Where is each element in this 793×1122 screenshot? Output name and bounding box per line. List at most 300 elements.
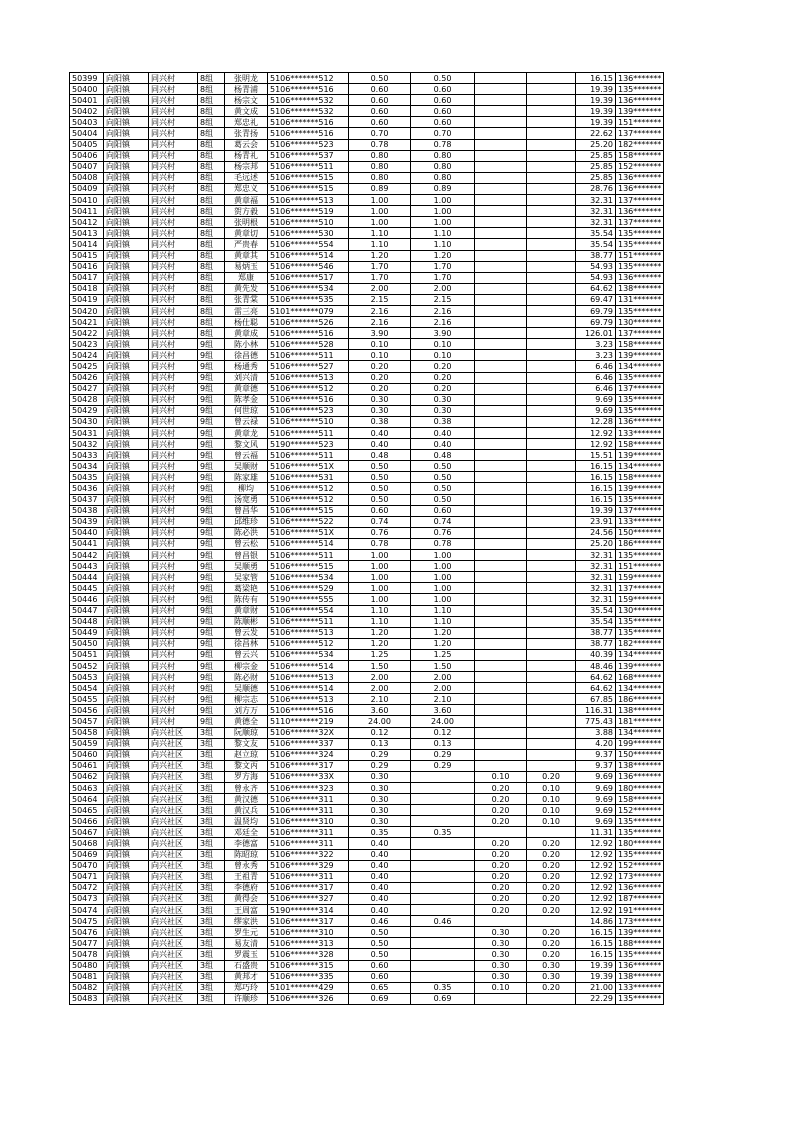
table-cell: 0.50 <box>411 472 475 483</box>
table-cell <box>411 771 475 782</box>
table-cell: 向阳镇 <box>104 683 149 694</box>
table-cell <box>527 350 576 361</box>
table-cell: 0.74 <box>411 516 475 527</box>
table-cell: 48.46 <box>576 660 616 671</box>
table-cell: 向兴社区 <box>149 982 198 993</box>
table-cell: 向阳镇 <box>104 73 149 84</box>
table-cell: 许顺珍 <box>225 993 268 1004</box>
table-row <box>70 161 664 172</box>
table-cell: 1.50 <box>349 660 411 671</box>
table-cell: 3组 <box>198 882 225 893</box>
table-cell: 郑忠礼 <box>225 117 268 128</box>
table-cell: 0.20 <box>527 949 576 960</box>
table-cell: 8组 <box>198 172 225 183</box>
table-cell: 0.78 <box>411 139 475 150</box>
table-cell: 50481 <box>70 971 104 982</box>
table-cell: 50422 <box>70 328 104 339</box>
table-cell: 同兴村 <box>149 317 198 328</box>
table-row <box>70 317 664 328</box>
table-cell: 135******* <box>616 228 664 239</box>
table-cell: 38.77 <box>576 627 616 638</box>
table-cell: 张青扬 <box>225 128 268 139</box>
table-row <box>70 206 664 217</box>
table-cell: 0.80 <box>349 172 411 183</box>
table-cell <box>527 461 576 472</box>
table-cell: 向阳镇 <box>104 84 149 95</box>
table-cell: 阮顺琼 <box>225 727 268 738</box>
table-cell: 67.85 <box>576 694 616 705</box>
table-cell <box>527 527 576 538</box>
table-cell: 0.46 <box>349 916 411 927</box>
table-cell: 5106*******513 <box>268 372 349 383</box>
table-cell <box>475 206 527 217</box>
table-cell: 0.20 <box>527 838 576 849</box>
table-cell: 杨青礼 <box>225 150 268 161</box>
table-cell: 同兴村 <box>149 383 198 394</box>
table-cell: 黄章其 <box>225 250 268 261</box>
table-cell: 50480 <box>70 960 104 971</box>
table-cell: 187******* <box>616 893 664 904</box>
table-row <box>70 172 664 183</box>
table-cell: 50410 <box>70 195 104 206</box>
table-cell: 向阳镇 <box>104 461 149 472</box>
table-cell: 9组 <box>198 638 225 649</box>
table-cell: 16.15 <box>576 461 616 472</box>
table-cell: 50444 <box>70 572 104 583</box>
table-cell: 191******* <box>616 905 664 916</box>
table-cell: 182******* <box>616 139 664 150</box>
table-cell: 徐昌林 <box>225 638 268 649</box>
table-cell: 0.13 <box>411 738 475 749</box>
table-cell <box>475 660 527 671</box>
table-cell: 9组 <box>198 550 225 561</box>
table-cell: 8组 <box>198 239 225 250</box>
table-cell: 5106*******537 <box>268 150 349 161</box>
table-row <box>70 339 664 350</box>
table-cell: 5106*******511 <box>268 161 349 172</box>
table-cell: 同兴村 <box>149 172 198 183</box>
table-cell: 1.70 <box>411 261 475 272</box>
table-cell: 向兴社区 <box>149 993 198 1004</box>
table-cell: 50408 <box>70 172 104 183</box>
table-cell: 50434 <box>70 461 104 472</box>
table-cell: 向阳镇 <box>104 494 149 505</box>
table-cell: 向阳镇 <box>104 893 149 904</box>
table-cell: 0.20 <box>349 372 411 383</box>
table-cell: 0.35 <box>411 982 475 993</box>
table-cell: 50418 <box>70 283 104 294</box>
table-cell: 9组 <box>198 516 225 527</box>
table-cell: 8组 <box>198 84 225 95</box>
table-cell: 向阳镇 <box>104 538 149 549</box>
table-cell: 杨宗文 <box>225 95 268 106</box>
table-cell: 137******* <box>616 195 664 206</box>
table-cell: 5106*******527 <box>268 361 349 372</box>
table-cell: 150******* <box>616 749 664 760</box>
table-cell: 0.30 <box>527 971 576 982</box>
table-cell <box>527 683 576 694</box>
table-cell <box>475 172 527 183</box>
table-cell: 136******* <box>616 73 664 84</box>
table-cell: 5106*******515 <box>268 172 349 183</box>
table-row <box>70 871 664 882</box>
table-cell: 50465 <box>70 805 104 816</box>
table-cell <box>411 971 475 982</box>
table-cell: 0.50 <box>411 461 475 472</box>
table-cell: 向阳镇 <box>104 283 149 294</box>
table-cell: 向阳镇 <box>104 816 149 827</box>
table-cell: 1.10 <box>411 605 475 616</box>
table-cell: 158******* <box>616 794 664 805</box>
table-cell: 158******* <box>616 339 664 350</box>
table-cell: 12.92 <box>576 849 616 860</box>
table-cell: 0.20 <box>475 838 527 849</box>
table-cell: 54.93 <box>576 261 616 272</box>
table-cell: 50462 <box>70 771 104 782</box>
table-cell <box>411 794 475 805</box>
table-cell: 曾永秀 <box>225 860 268 871</box>
table-row <box>70 649 664 660</box>
table-cell: 186******* <box>616 538 664 549</box>
table-cell: 50464 <box>70 794 104 805</box>
table-cell: 50421 <box>70 317 104 328</box>
table-cell: 向阳镇 <box>104 616 149 627</box>
table-cell: 139******* <box>616 927 664 938</box>
table-cell: 5106*******313 <box>268 938 349 949</box>
table-cell <box>475 294 527 305</box>
table-cell <box>411 927 475 938</box>
table-cell: 0.48 <box>411 450 475 461</box>
table-cell: 12.92 <box>576 838 616 849</box>
table-cell: 137******* <box>616 505 664 516</box>
table-cell: 陈昭琼 <box>225 849 268 860</box>
table-cell: 50450 <box>70 638 104 649</box>
table-cell: 5106*******512 <box>268 383 349 394</box>
table-cell: 50455 <box>70 694 104 705</box>
table-cell: 138******* <box>616 971 664 982</box>
table-cell: 1.20 <box>411 638 475 649</box>
table-cell: 0.30 <box>475 960 527 971</box>
table-cell: 22.29 <box>576 993 616 1004</box>
table-cell: 向阳镇 <box>104 738 149 749</box>
table-cell: 同兴村 <box>149 117 198 128</box>
table-cell <box>475 827 527 838</box>
table-cell <box>527 195 576 206</box>
table-cell: 50425 <box>70 361 104 372</box>
table-cell: 3组 <box>198 982 225 993</box>
table-cell: 9组 <box>198 616 225 627</box>
table-cell <box>527 649 576 660</box>
table-cell: 向阳镇 <box>104 439 149 450</box>
table-cell: 0.20 <box>349 361 411 372</box>
table-cell <box>475 383 527 394</box>
table-cell: 0.76 <box>349 527 411 538</box>
table-cell: 0.60 <box>349 95 411 106</box>
table-row <box>70 472 664 483</box>
table-cell: 黄邦才 <box>225 971 268 982</box>
table-cell <box>527 261 576 272</box>
table-cell: 陈必财 <box>225 672 268 683</box>
table-cell: 向阳镇 <box>104 350 149 361</box>
table-cell <box>475 705 527 716</box>
table-cell: 3组 <box>198 816 225 827</box>
table-cell: 2.15 <box>411 294 475 305</box>
table-cell: 向阳镇 <box>104 638 149 649</box>
table-cell: 0.70 <box>349 128 411 139</box>
table-cell: 126.01 <box>576 328 616 339</box>
table-cell: 向阳镇 <box>104 561 149 572</box>
table-cell: 向阳镇 <box>104 971 149 982</box>
table-cell <box>475 305 527 316</box>
table-cell: 5106*******311 <box>268 794 349 805</box>
table-cell: 50461 <box>70 760 104 771</box>
table-cell: 向阳镇 <box>104 660 149 671</box>
table-row <box>70 938 664 949</box>
table-cell: 向兴社区 <box>149 760 198 771</box>
table-cell: 8组 <box>198 161 225 172</box>
table-cell: 向阳镇 <box>104 261 149 272</box>
table-body <box>70 73 664 1005</box>
table-cell: 3组 <box>198 849 225 860</box>
table-cell: 0.29 <box>349 760 411 771</box>
table-cell: 8组 <box>198 195 225 206</box>
table-cell: 1.00 <box>349 550 411 561</box>
table-cell: 0.10 <box>411 339 475 350</box>
table-row <box>70 916 664 927</box>
table-cell: 9组 <box>198 583 225 594</box>
table-cell: 向阳镇 <box>104 838 149 849</box>
table-cell: 12.92 <box>576 882 616 893</box>
table-cell: 9组 <box>198 450 225 461</box>
table-cell: 5106*******529 <box>268 583 349 594</box>
table-cell: 0.20 <box>527 938 576 949</box>
table-row <box>70 428 664 439</box>
table-cell: 139******* <box>616 450 664 461</box>
table-cell: 5106*******317 <box>268 916 349 927</box>
table-cell: 5106*******510 <box>268 416 349 427</box>
table-cell: 1.20 <box>349 638 411 649</box>
table-cell: 1.00 <box>411 594 475 605</box>
table-cell: 152******* <box>616 805 664 816</box>
table-cell <box>527 550 576 561</box>
table-row <box>70 694 664 705</box>
table-cell: 5106*******310 <box>268 816 349 827</box>
table-cell: 8组 <box>198 106 225 117</box>
table-cell: 5106*******315 <box>268 960 349 971</box>
table-cell: 9组 <box>198 383 225 394</box>
table-cell: 2.00 <box>411 683 475 694</box>
table-cell: 0.50 <box>349 472 411 483</box>
table-row <box>70 882 664 893</box>
table-cell: 向阳镇 <box>104 527 149 538</box>
table-cell: 0.20 <box>527 860 576 871</box>
table-cell: 135******* <box>616 394 664 405</box>
table-cell: 5190*******314 <box>268 905 349 916</box>
table-cell: 同兴村 <box>149 228 198 239</box>
table-cell: 0.20 <box>527 882 576 893</box>
table-cell: 张青棠 <box>225 294 268 305</box>
table-cell: 182******* <box>616 638 664 649</box>
table-cell: 同兴村 <box>149 694 198 705</box>
table-cell: 6.46 <box>576 361 616 372</box>
data-table <box>69 72 664 1005</box>
table-cell: 8组 <box>198 250 225 261</box>
table-cell: 0.60 <box>349 84 411 95</box>
table-cell: 152******* <box>616 860 664 871</box>
table-cell: 同兴村 <box>149 505 198 516</box>
table-cell: 3组 <box>198 927 225 938</box>
table-row <box>70 816 664 827</box>
table-cell: 2.00 <box>411 283 475 294</box>
table-row <box>70 516 664 527</box>
table-cell: 50457 <box>70 716 104 727</box>
table-row <box>70 672 664 683</box>
table-cell: 1.70 <box>411 272 475 283</box>
table-cell: 9组 <box>198 716 225 727</box>
table-cell: 0.30 <box>475 938 527 949</box>
table-cell: 0.20 <box>527 927 576 938</box>
table-cell: 133******* <box>616 516 664 527</box>
table-cell: 0.12 <box>349 727 411 738</box>
table-cell: 2.16 <box>411 305 475 316</box>
table-cell: 0.13 <box>349 738 411 749</box>
table-cell: 9.69 <box>576 794 616 805</box>
table-cell: 0.10 <box>527 783 576 794</box>
table-cell: 1.10 <box>411 616 475 627</box>
table-cell: 5106*******511 <box>268 550 349 561</box>
table-cell: 向阳镇 <box>104 794 149 805</box>
table-cell: 35.54 <box>576 239 616 250</box>
table-cell: 5106*******317 <box>268 882 349 893</box>
table-cell: 向兴社区 <box>149 971 198 982</box>
table-cell: 向兴社区 <box>149 916 198 927</box>
table-cell: 同兴村 <box>149 439 198 450</box>
table-cell: 0.60 <box>349 106 411 117</box>
table-cell <box>527 383 576 394</box>
table-cell: 16.15 <box>576 949 616 960</box>
table-cell: 50413 <box>70 228 104 239</box>
table-cell: 陈顺彬 <box>225 616 268 627</box>
table-cell: 曾永齐 <box>225 783 268 794</box>
table-cell <box>411 805 475 816</box>
table-cell: 50423 <box>70 339 104 350</box>
table-cell: 8组 <box>198 217 225 228</box>
table-cell: 131******* <box>616 294 664 305</box>
table-cell: 向阳镇 <box>104 705 149 716</box>
table-cell <box>527 450 576 461</box>
table-cell: 向阳镇 <box>104 305 149 316</box>
table-row <box>70 261 664 272</box>
table-cell: 0.60 <box>349 971 411 982</box>
table-row <box>70 727 664 738</box>
table-cell: 168******* <box>616 672 664 683</box>
table-cell: 9组 <box>198 405 225 416</box>
table-cell: 张明龙 <box>225 73 268 84</box>
table-cell: 5106*******511 <box>268 616 349 627</box>
table-cell: 向阳镇 <box>104 727 149 738</box>
table-cell: 雷三亮 <box>225 305 268 316</box>
table-cell <box>475 428 527 439</box>
table-cell: 同兴村 <box>149 550 198 561</box>
table-cell: 向兴社区 <box>149 749 198 760</box>
table-cell: 同兴村 <box>149 705 198 716</box>
table-cell: 同兴村 <box>149 672 198 683</box>
table-cell: 9组 <box>198 594 225 605</box>
table-cell <box>411 838 475 849</box>
table-cell: 1.00 <box>349 195 411 206</box>
table-cell: 1.10 <box>411 239 475 250</box>
table-cell: 向阳镇 <box>104 128 149 139</box>
table-cell: 吴顺财 <box>225 461 268 472</box>
table-row <box>70 372 664 383</box>
table-cell: 5106*******33X <box>268 771 349 782</box>
table-cell: 50411 <box>70 206 104 217</box>
table-cell: 易友清 <box>225 938 268 949</box>
table-cell: 曾云发 <box>225 627 268 638</box>
table-cell: 50414 <box>70 239 104 250</box>
table-cell: 50432 <box>70 439 104 450</box>
table-row <box>70 305 664 316</box>
table-cell: 向阳镇 <box>104 394 149 405</box>
table-cell: 黄汉兵 <box>225 805 268 816</box>
table-cell: 向阳镇 <box>104 483 149 494</box>
table-cell <box>475 261 527 272</box>
table-cell: 9组 <box>198 472 225 483</box>
table-cell: 向兴社区 <box>149 960 198 971</box>
table-cell: 134******* <box>616 649 664 660</box>
table-row <box>70 993 664 1004</box>
table-cell <box>475 95 527 106</box>
table-cell: 向阳镇 <box>104 328 149 339</box>
table-cell: 5106*******511 <box>268 450 349 461</box>
table-cell: 向兴社区 <box>149 805 198 816</box>
table-cell: 向兴社区 <box>149 938 198 949</box>
table-cell: 向阳镇 <box>104 783 149 794</box>
table-cell: 向阳镇 <box>104 117 149 128</box>
table-cell: 50433 <box>70 450 104 461</box>
table-cell: 陈孝金 <box>225 394 268 405</box>
table-cell: 向阳镇 <box>104 505 149 516</box>
table-cell <box>475 317 527 328</box>
table-row <box>70 971 664 982</box>
table-cell: 12.92 <box>576 893 616 904</box>
table-cell <box>475 694 527 705</box>
table-cell: 158******* <box>616 439 664 450</box>
table-cell: 173******* <box>616 916 664 927</box>
table-cell: 2.15 <box>349 294 411 305</box>
table-cell: 25.85 <box>576 150 616 161</box>
table-cell: 罗方海 <box>225 771 268 782</box>
table-cell: 黄章成 <box>225 328 268 339</box>
table-cell: 158******* <box>616 150 664 161</box>
table-cell: 50459 <box>70 738 104 749</box>
table-cell: 15.51 <box>576 450 616 461</box>
table-cell: 9组 <box>198 339 225 350</box>
table-cell: 173******* <box>616 871 664 882</box>
table-cell: 50449 <box>70 627 104 638</box>
table-cell: 柳宗志 <box>225 694 268 705</box>
table-cell <box>475 483 527 494</box>
table-cell: 0.30 <box>349 783 411 794</box>
table-cell: 199******* <box>616 738 664 749</box>
table-row <box>70 561 664 572</box>
table-cell <box>475 84 527 95</box>
table-cell: 5106*******514 <box>268 683 349 694</box>
table-cell: 王祖青 <box>225 871 268 882</box>
table-cell: 向阳镇 <box>104 317 149 328</box>
table-cell: 50460 <box>70 749 104 760</box>
table-cell: 向兴社区 <box>149 860 198 871</box>
